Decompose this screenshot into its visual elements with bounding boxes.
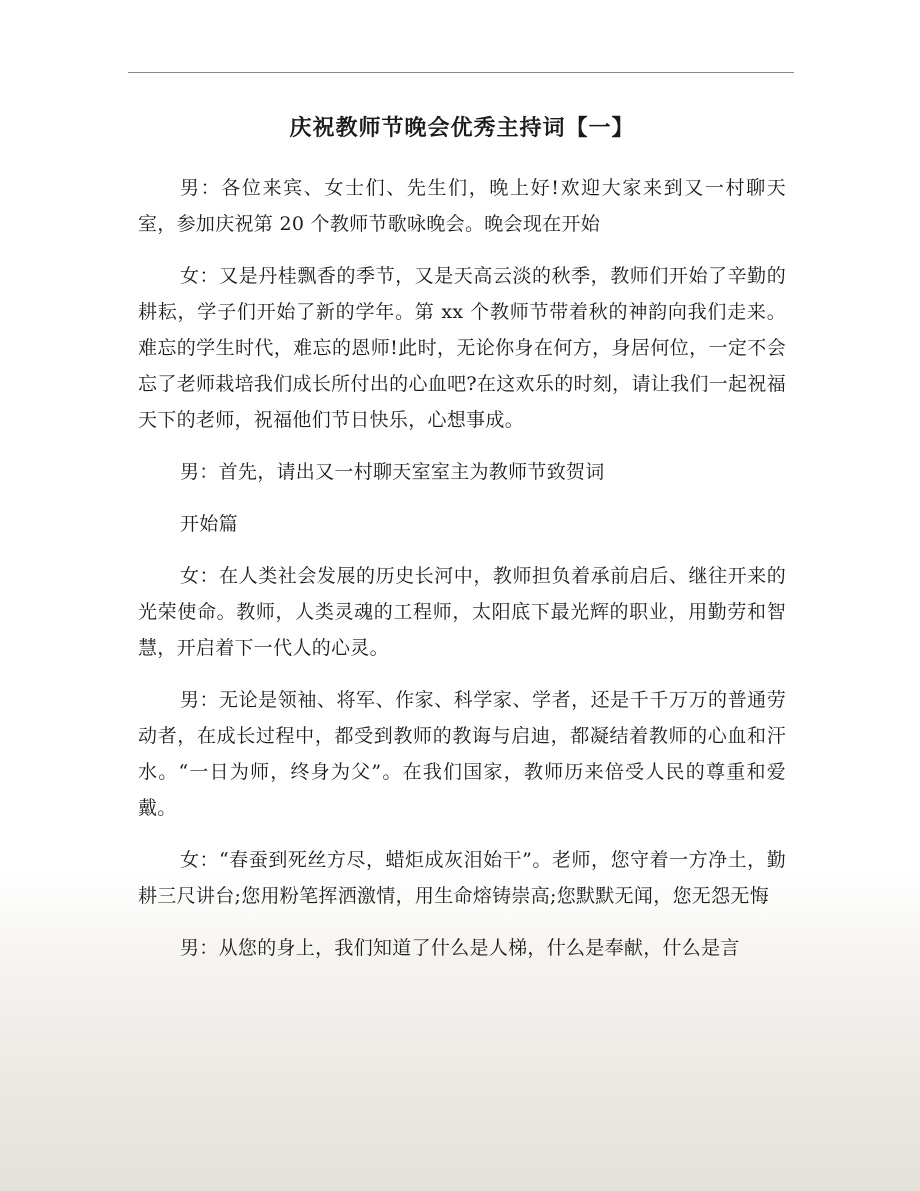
document-body [138,108,786,966]
header-rule [128,72,794,73]
paragraph-7: 女：“春蚕到死丝方尽，蜡炬成灰泪始干”。老师，您守着一方净土，勤耕三尺讲台;您用粉笔挥洒激情，用生命熔铸崇高;您默默无闻，您无怨无悔 [138,849,786,907]
paragraph-8: 男：从您的身上，我们知道了什么是人梯，什么是奉献，什么是言 [180,937,740,959]
paragraph-4: 开始篇 [180,513,238,535]
paragraph-6: 男：无论是领袖、将军、作家、科学家、学者，还是千千万万的普通劳动者，在成长过程中，都受到教师的教诲与启迪，都凝结着教师的心血和汗水。“一日为师，终身为父”。在我们国家，教师历来倍受人民的尊重和爱戴。 [138,689,786,819]
paragraph-1: 男：各位来宾、女士们、先生们，晚上好!欢迎大家来到又一村聊天室，参加庆祝第 20 个教师节歌咏晚会。晚会现在开始 [138,177,786,235]
paragraph-5: 女：在人类社会发展的历史长河中，教师担负着承前启后、继往开来的光荣使命。教师，人类灵魂的工程师，太阳底下最光辉的职业，用勤劳和智慧，开启着下一代人的心灵。 [138,565,786,659]
paragraph-3: 男：首先，请出又一村聊天室室主为教师节致贺词 [180,461,605,483]
document-title: 庆祝教师节晚会优秀主持词【一】 [289,115,635,141]
paragraph-2: 女：又是丹桂飘香的季节，又是天高云淡的秋季，教师们开始了辛勤的耕耘，学子们开始了新的学年。第 xx 个教师节带着秋的神韵向我们走来。难忘的学生时代，难忘的恩师!此时，无论你身在何方，身居何位，一定不会忘了老师栽培我们成长所付出的心血吧?在这欢乐的时刻，请让我们一起祝福天下的老师，祝福他们节日快乐，心想事成。 [138,265,786,431]
